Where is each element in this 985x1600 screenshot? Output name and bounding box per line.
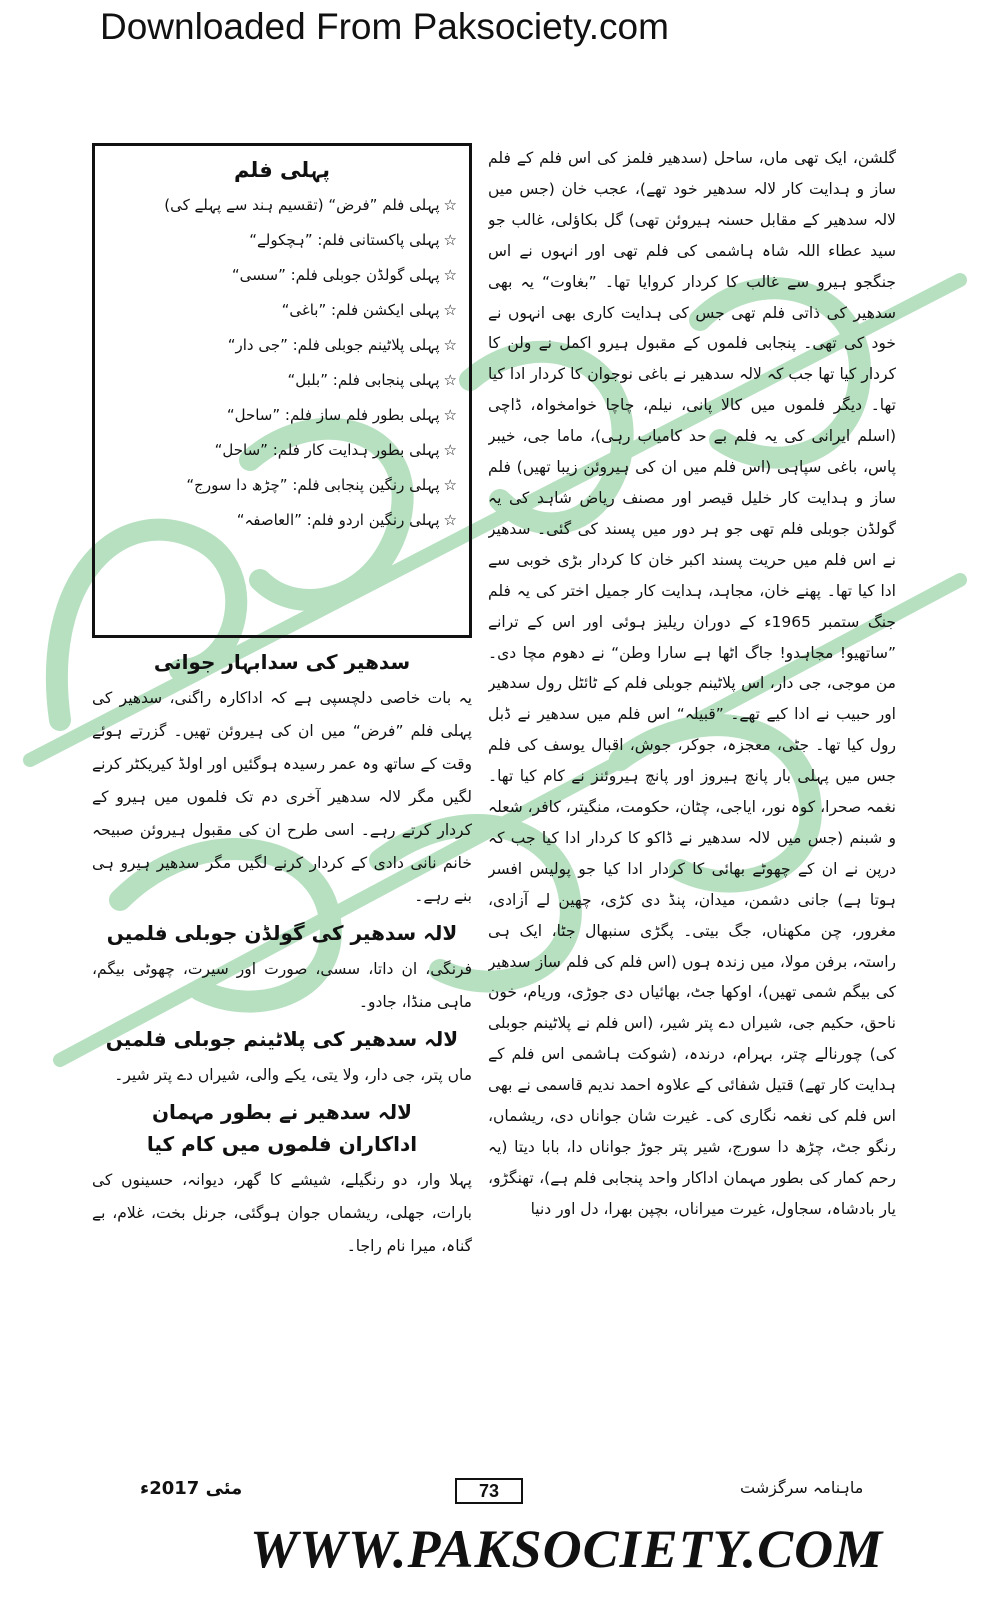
star-icon: ☆ (443, 441, 457, 459)
star-icon: ☆ (443, 476, 457, 494)
list-item: ☆پہلی بطور فلم ساز فلم: ”ساحل“ (226, 406, 457, 424)
first-film-box (92, 143, 472, 638)
list-item: ☆پہلی رنگین اردو فلم: ”العاصفہ“ (236, 511, 457, 529)
list-item: ☆پہلی پلاٹینم جوبلی فلم: ”جی دار“ (227, 336, 457, 354)
section-body-evergreen-youth: یہ بات خاصی دلچسپی ہے کہ اداکارہ راگنی، سدھیر کی پہلی فلم ”فرض“ میں ان کی ہیروئن تھیں۔ گزرتے ہوئے وقت کے ساتھ وہ عمر رسیدہ ہوگئیں اور اولڈ کیریکٹر کرنے لگیں مگر لالہ سدھیر آخری دم تک فلموں میں ہیرو کے کردار کرتے رہے۔ اسی طرح ان کی مقبول ہیروئن صبیحہ خانم نانی دادی کے کردار کرنے لگیں مگر سدھیر ہیرو ہی بنے رہے۔ (92, 689, 472, 905)
star-icon: ☆ (443, 511, 457, 529)
star-icon: ☆ (443, 266, 457, 284)
star-icon: ☆ (443, 371, 457, 389)
list-item: ☆پہلی فلم ”فرض“ (تقسیم ہند سے پہلے کی) (164, 196, 457, 214)
right-column (488, 143, 896, 1473)
list-item: ☆پہلی ایکشن فلم: ”باغی“ (281, 301, 457, 319)
section-body-platinum-jubilee: ماں پتر، جی دار، ولا یتی، یکے والی، شیراں دے پتر شیر۔ (114, 1066, 472, 1084)
section-title-golden-jubilee: لالہ سدھیر کی گولڈن جوبلی فلمیں (106, 921, 458, 945)
star-icon: ☆ (443, 301, 457, 319)
magazine-name: ماہنامہ سرگزشت (740, 1478, 864, 1497)
section-body-golden-jubilee: فرنگی، ان داتا، سسی، صورت اور سیرت، چھوٹی بیگم، ماہی منڈا، جادو۔ (92, 960, 472, 1011)
first-film-list (107, 188, 457, 538)
star-icon: ☆ (443, 196, 457, 214)
site-banner: WWW.PAKSOCIETY.COM (250, 1519, 884, 1579)
section-title-evergreen-youth: سدھیر کی سدابہار جوانی (153, 650, 411, 674)
list-item: ☆پہلی رنگین پنجابی فلم: ”چڑھ دا سورج“ (186, 476, 457, 494)
section-title-platinum-jubilee: لالہ سدھیر کی پلاٹینم جوبلی فلمیں (105, 1027, 459, 1051)
page-footer (0, 1478, 985, 1508)
list-item: ☆پہلی پنجابی فلم: ”بلبل“ (287, 371, 457, 389)
star-icon: ☆ (443, 231, 457, 249)
star-icon: ☆ (443, 406, 457, 424)
issue-date: مئی 2017ء (140, 1478, 243, 1499)
left-column (92, 642, 472, 1263)
download-header: Downloaded From Paksociety.com (100, 6, 669, 47)
section-body-guest-films: پہلا وار، دو رنگیلے، شیشے کا گھر، دیوانہ، حسینوں کی بارات، جھلی، ریشماں جوان ہوگئی، جرنل بخت، غلام، بے گناہ، میرا نام راجا۔ (92, 1171, 472, 1255)
section-title-guest-films-line1: لالہ سدھیر نے بطور مہمان (151, 1100, 413, 1124)
list-item: ☆پہلی پاکستانی فلم: ”ہچکولے“ (249, 231, 457, 249)
section-title-guest-films-line2: اداکاران فلموں میں کام کیا (146, 1132, 418, 1156)
right-column-body: گلشن، ایک تھی ماں، ساحل (سدھیر فلمز کی اس فلم کے فلم ساز و ہدایت کار لالہ سدھیر خود تھے)، عجب خان (جس میں لالہ سدھیر کے مقابل حسنہ ہیروئن تھی) گل بکاؤلی، غالب جو سید عطاء اللہ شاہ ہاشمی کی فلم تھی اور انہوں نے اس جنگجو ہیرو سے غالب کا کردار کروایا تھا۔ ”بغاوت“ یہ بھی سدھیر کی ذاتی فلم تھی جس کی ہدایت کاری بھی انہوں نے خود کی تھی۔ پنجابی فلموں کے مقبول ہیرو اکمل نے ولن کا کردار کیا تھا جب کہ لالہ سدھیر نے باغی نوجوان کا کردار ادا کیا تھا۔ دیگر فلموں میں کالا پانی، نیلم، چاچا خوامخواہ، ڈاچی (اسلم ایرانی کی یہ فلم بے حد کامیاب رہی)، ماما جی، خیبر پاس، باغی سپاہی (اس فلم میں ان کی ہیروئن زیبا تھیں) فلم ساز و ہدایت کار خلیل قیصر اور مصنف ریاض شاہد کی یہ گولڈن جوبلی فلم تھی جو ہر دور میں پسند کی گئی۔ سدھیر نے اس فلم میں حریت پسند اکبر خان کا کردار بڑی خوبی سے ادا کیا تھا۔ پھنے خان، مجاہد، ہدایت کار جمیل اختر کی یہ فلم جنگ ستمبر 1965ء کے دوران ریلیز ہوئی اور اس کے ترانے ”ساتھیو! مجاہدو! جاگ اٹھا ہے سارا وطن“ نے دھوم مچا دی۔ من موجی، جی دار، اس پلاٹینم جوبلی فلم کے ٹائٹل رول سدھیر اور حبیب نے ادا کیے تھے۔ ”قبیلہ“ اس فلم میں سدھیر نے ڈبل رول کیا تھا۔ جٹی، معجزہ، جوکر، جوش، اقبال یوسف کی فلم جس میں پہلی بار پانچ ہیروز اور پانچ ہیروئنز نے کام کیا تھا۔ نغمہ صحرا، کوہ نور، ایاجی، چٹان، حکومت، منگیتر، کافر، شعلہ و شبنم (جس میں لالہ سدھیر نے ڈاکو کا کردار ادا کیا جب کہ درپن نے ان کے چھوٹے بھائی کا کردار ادا کیا جو پولیس افسر ہوتا ہے) جانی دشمن، میدان، پنڈ دی کڑی، چھین لے آزادی، مغرور، چن مکھناں، جگ بیتی۔ پگڑی سنبھال جٹا، ایک ہی راستہ، برفن مولا، میں زندہ ہوں (اس فلم کی فلم ساز سدھیر کی بیگم شمی تھیں)، اوکھا جٹ، بھائیاں دی جوڑی، وریام، خون ناحق، حکیم جی، شیراں دے پتر شیر، (اس فلم نے پلاٹینم جوبلی کی) چورنالے چتر، بہرام، درندہ، (شوکت ہاشمی اس فلم کے ہدایت کار تھے) قتیل شفائی کے علاوہ احمد ندیم قاسمی نے بھی اس فلم کی نغمہ نگاری کی۔ غیرت شان جواناں دی، ریشماں، رنگو جٹ، چڑھ دا سورج، شیر پتر جوڑ جواناں دا، بابا دیتا (یہ رحم کمار کی بطور مہمان اداکار واحد پنجابی فلم ہے)، تھنگڑو، یار بادشاہ، سجاول، غیرت میراناں، بچپن بھرا، دل اور دنیا (488, 149, 896, 1218)
star-icon: ☆ (443, 336, 457, 354)
list-item: ☆پہلی بطور ہدایت کار فلم: ”ساحل“ (214, 441, 457, 459)
list-item: ☆پہلی گولڈن جوبلی فلم: ”سسی“ (231, 266, 457, 284)
page-number: 73 (455, 1478, 523, 1504)
box-title: پہلی فلم (233, 158, 331, 182)
